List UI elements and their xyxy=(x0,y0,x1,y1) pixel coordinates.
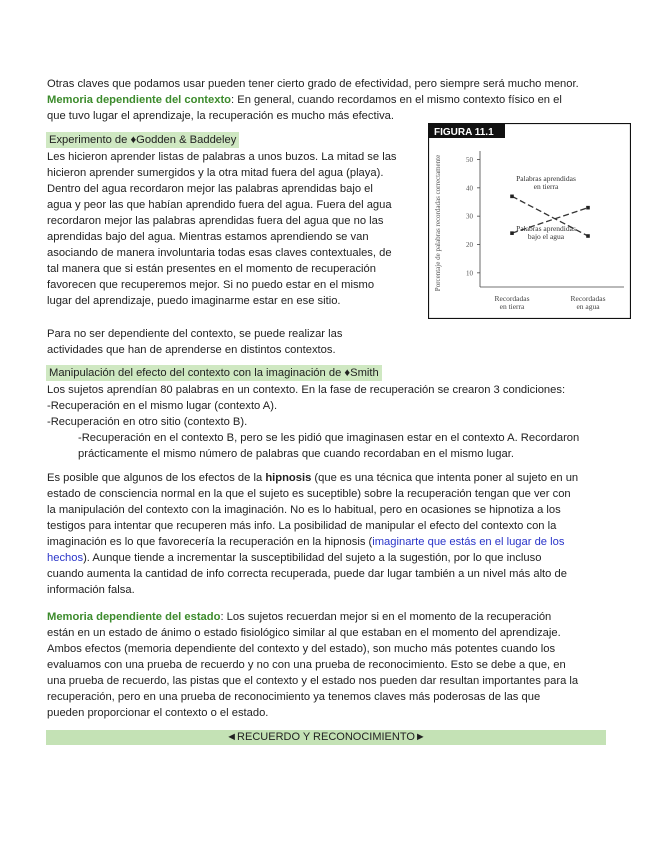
smith-indent-line: prácticamente el mismo número de palabras que cuando recordaban en el mismo lugar. xyxy=(78,448,514,460)
intro-line-2: Memoria dependiente del contexto: En general, cuando recordamos en el mismo contexto físico en el xyxy=(47,94,562,106)
x-category-label: en agua xyxy=(576,302,600,311)
hypnosis-line: cuando aumenta la cantidad de info correcta recuperada, puede dar lugar también a un nivel más alto de xyxy=(47,568,567,580)
context-line-1: Para no ser dependiente del contexto, se puede realizar las xyxy=(47,328,343,340)
godden-line: asociando de manera involuntaria todas esas claves contextuales, de xyxy=(47,247,392,259)
state-line: Ambos efectos (memoria dependiente del contexto y del estado), son mucho más potentes cuando los xyxy=(47,643,556,655)
hypnosis-link[interactable]: imaginarte que estás en el lugar de los xyxy=(372,536,565,548)
x-category-label: en tierra xyxy=(499,302,525,311)
y-tick-label: 20 xyxy=(466,241,473,249)
state-line: una prueba de recuerdo, las pistas que el contexto y el estado nos pueden dar resultan importantes para la xyxy=(47,675,579,687)
hypnosis-line: información falsa. xyxy=(47,584,135,596)
figure-frame xyxy=(429,124,631,319)
x-category-label: Recordadas xyxy=(494,294,530,303)
figure-title: FIGURA 11.1 xyxy=(434,127,494,138)
intro-line-1: Otras claves que podamos usar pueden tener cierto grado de efectividad, pero siempre será mucho menor. xyxy=(47,78,579,90)
hypnosis-line: la manipulación del contexto con la imaginación. No es lo habitual, pero en ocasiones se hipnotiza a los xyxy=(47,504,561,516)
godden-line: tal manera que si están presentes en el momento de recuperación xyxy=(47,263,376,275)
figure-11-1 xyxy=(428,123,631,319)
smith-line: -Recuperación en el mismo lugar (contexto A). xyxy=(47,400,278,412)
state-line: recuperación, pero en una prueba de reconocimiento ya tenemos claves más poderosas de las que xyxy=(47,691,541,703)
hypnosis-term: hipnosis xyxy=(265,472,312,484)
godden-line: Les hicieron aprender listas de palabras a unos buzos. La mitad se las xyxy=(47,151,397,163)
intro-line-3: que tuvo lugar el aprendizaje, la recuperación es mucho más efectiva. xyxy=(47,110,395,122)
series-label: Palabras aprendidas xyxy=(516,174,576,183)
data-point xyxy=(510,195,514,199)
figure-svg xyxy=(428,123,631,319)
hypnosis-line: Es posible que algunos de los efectos de la hipnosis (que es una técnica que intenta poner al sujeto en un xyxy=(47,472,579,484)
series-label: en tierra xyxy=(533,182,559,191)
data-point xyxy=(586,234,590,238)
hypnosis-line: hechos). Aunque tiende a incrementar la susceptibilidad del sujeto a la sugestión, por lo que incluso xyxy=(47,552,542,564)
context-line-2: actividades que han de aprenderse en distintos contextos. xyxy=(47,344,336,356)
smith-indent-line: -Recuperación en el contexto B, pero se les pidió que imaginasen estar en el contexto A. Recordaron xyxy=(78,432,580,444)
godden-line: recordaron mejor las palabras aprendidas fuera del agua que no las xyxy=(47,215,384,227)
y-tick-label: 10 xyxy=(466,269,473,278)
y-axis-label: Porcentaje de palabras recordadas correctamente xyxy=(434,154,442,292)
hypnosis-line: imaginación es lo que favorecería la recuperación en la hipnosis (imaginarte que estás en el lugar de los xyxy=(47,536,565,548)
y-tick-label: 40 xyxy=(466,184,473,193)
hypnosis-line: testigos para intentar que recuperen más info. La posibilidad de manipular el efecto del contexto con la xyxy=(47,520,557,532)
godden-line: aprendidas bajo del agua. Mientras estamos aprendiendo se van xyxy=(47,231,369,243)
section-bar-recuerdo[interactable]: ◄RECUERDO Y RECONOCIMIENTO► xyxy=(46,730,606,745)
godden-line: lugar del aprendizaje, puedo imaginarme estar en ese sitio. xyxy=(47,295,341,307)
y-tick-label: 30 xyxy=(466,212,473,221)
state-line: están en un estado de ánimo o estado fisiológico similar al que estaban en el momento del aprendizaje. xyxy=(47,627,561,639)
data-point xyxy=(510,231,514,235)
hypnosis-link-cont[interactable]: hechos xyxy=(47,552,84,564)
smith-line: Los sujetos aprendían 80 palabras en un contexto. En la fase de recuperación se crearon 3 condiciones: xyxy=(47,384,566,396)
godden-line: Dentro del agua recordaron mejor las palabras aprendidas bajo el xyxy=(47,183,373,195)
hypnosis-line: estado de consciencia normal en la que el sujeto es suceptible) sobre la recuperación tengan que ver con xyxy=(47,488,571,500)
godden-heading: Experimento de ♦Godden & Baddeley xyxy=(46,132,239,149)
series-label: Palabras aprendidas xyxy=(516,224,576,233)
data-point xyxy=(586,206,590,210)
godden-line: hicieron aprender sumergidos y la otra mitad fuera del agua (playa). xyxy=(47,167,384,179)
smith-heading: Manipulación del efecto del contexto con la imaginación de ♦Smith xyxy=(46,365,382,382)
state-dependent-memory-term: Memoria dependiente del estado xyxy=(47,611,221,623)
x-category-label: Recordadas xyxy=(570,294,606,303)
y-tick-label: 50 xyxy=(466,156,473,164)
godden-line: agua y peor las que habían aprendido fuera del agua. Fuera del agua xyxy=(47,199,392,211)
series-label: bajo el agua xyxy=(527,232,565,241)
state-line: pueden proporcionar el contexto o el estado. xyxy=(47,707,269,719)
godden-line: favorecen que recuperemos mejor. Si no puedo estar en el mismo xyxy=(47,279,375,291)
state-line: Memoria dependiente del estado: Los sujetos recuerdan mejor si en el momento de la recuperación xyxy=(47,611,552,623)
smith-line: -Recuperación en otro sitio (contexto B). xyxy=(47,416,248,428)
context-dependent-memory-term: Memoria dependiente del contexto xyxy=(47,94,232,106)
state-line: evaluamos con una prueba de recuerdo y no con una prueba de reconocimiento. Esto se debe a que, en xyxy=(47,659,566,671)
